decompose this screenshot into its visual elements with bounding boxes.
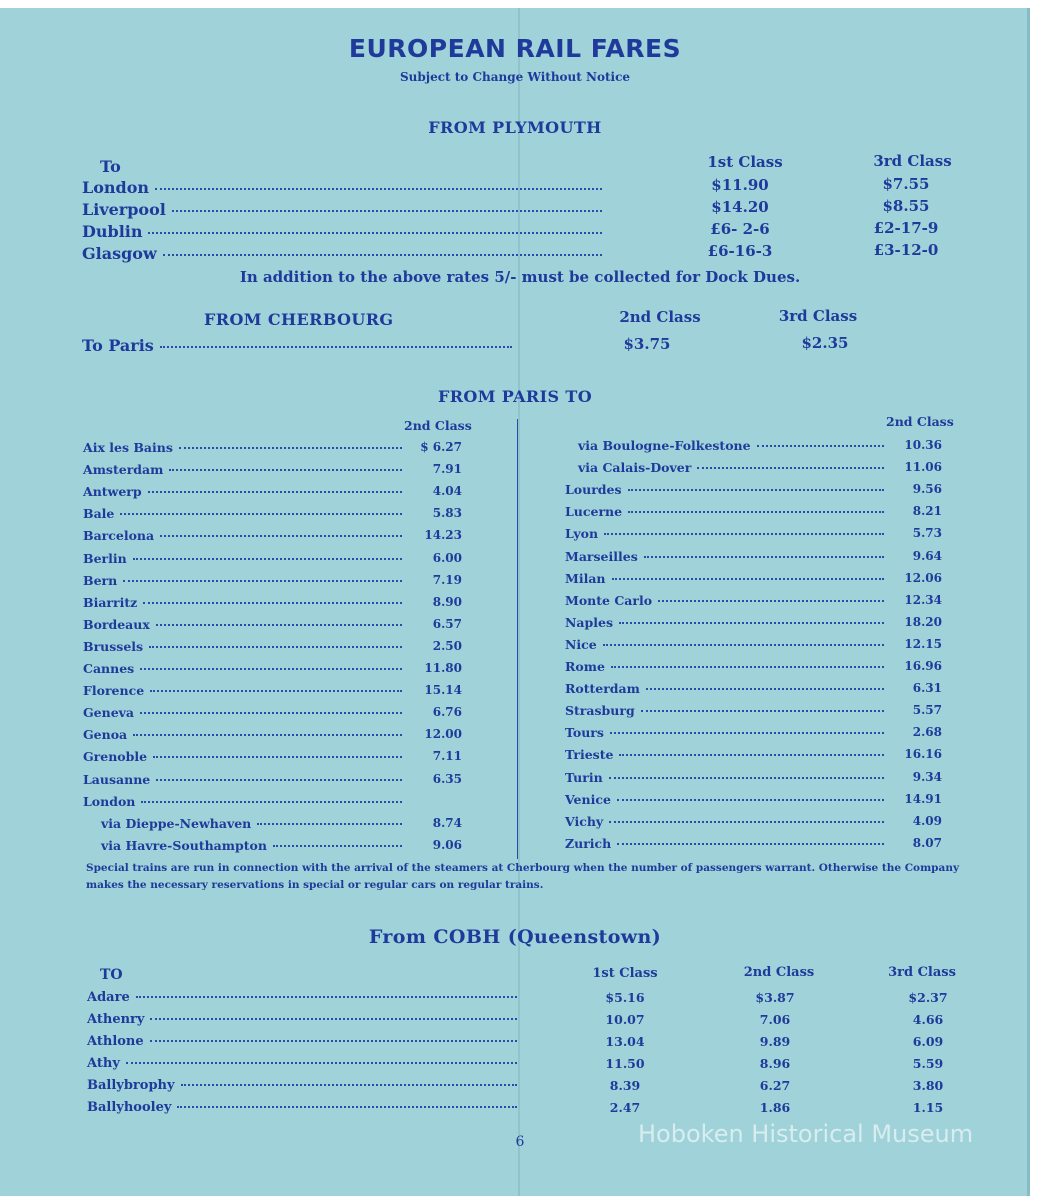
fare-second-class: 7.91: [432, 462, 462, 477]
destination-name: Trieste: [565, 747, 614, 763]
paris-row: [83, 617, 408, 632]
cobh-row: [87, 1100, 523, 1115]
leader-dots: [619, 754, 884, 756]
leader-dots: [160, 535, 402, 537]
destination-name: Adare: [87, 990, 130, 1005]
fare-second-class: 12.06: [904, 570, 942, 585]
destination-name: Ballyhooley: [87, 1100, 172, 1115]
cobh-col-second: 2nd Class: [743, 965, 815, 980]
leader-dots: [641, 710, 884, 712]
fare-second-class: 1.86: [759, 1100, 791, 1115]
destination-name: via Boulogne-Folkestone: [578, 438, 751, 453]
fare-second-class: 16.96: [904, 659, 942, 673]
leader-dots: [156, 779, 402, 781]
fare-first-class: £6- 2-6: [710, 220, 770, 238]
cobh-to-label: TO: [100, 967, 123, 983]
destination-name: via Havre-Southampton: [101, 837, 267, 853]
destination-name: Lourdes: [565, 482, 622, 498]
destination-name: via Calais-Dover: [578, 460, 692, 476]
cherbourg-destination: To Paris: [82, 336, 154, 355]
leader-dots: [156, 624, 402, 626]
fare-second-class: 6.27: [759, 1078, 791, 1093]
paris-row: [83, 639, 408, 654]
leader-dots: [697, 467, 884, 469]
cobh-row: [87, 1056, 523, 1071]
fare-first-class: 2.47: [609, 1100, 641, 1115]
fare-second-class: 6.31: [912, 681, 942, 696]
leader-dots: [603, 644, 884, 646]
destination-name: Bordeaux: [83, 616, 150, 632]
paris-row: [83, 727, 408, 742]
fare-second-class: 2.50: [432, 638, 462, 653]
fare-third-class: 6.09: [912, 1034, 944, 1049]
fare-second-class: 12.15: [904, 636, 942, 651]
fare-second-class: 5.73: [912, 526, 942, 541]
destination-name: Ballybrophy: [87, 1078, 175, 1093]
leader-dots: [617, 799, 884, 801]
paris-col-right: 2nd Class: [886, 414, 954, 429]
destination-name: Glasgow: [82, 244, 157, 263]
cherbourg-row: [82, 336, 518, 355]
fare-third-class: 1.15: [912, 1100, 944, 1115]
fare-second-class: 6.57: [432, 616, 462, 631]
fare-second-class: 14.91: [904, 791, 942, 806]
paris-note: Special trains are run in connection with the arrival of the steamers at Cherbourg when the number of passengers warrant. Otherwise the Company makes the necessary reservations in special or regular cars on regular trains.: [86, 862, 960, 891]
paris-row: [83, 705, 408, 720]
destination-name: Tours: [565, 725, 604, 741]
fare-second-class: 9.56: [912, 482, 942, 497]
paris-row: [565, 836, 890, 851]
plymouth-col-first: 1st Class: [707, 153, 783, 171]
leader-dots: [628, 511, 884, 513]
paris-row: [83, 661, 408, 676]
leader-dots: [150, 1040, 517, 1042]
fare-second-class: 12.34: [904, 592, 942, 607]
paris-row: [565, 659, 890, 674]
leader-dots: [126, 1062, 517, 1064]
paris-row: [565, 681, 890, 696]
paris-row: [83, 794, 408, 809]
destination-name: Monte Carlo: [565, 592, 653, 608]
fare-second-class: 8.96: [759, 1056, 791, 1071]
leader-dots: [757, 445, 884, 447]
fare-second-class: $ 6.27: [420, 440, 462, 454]
leader-dots: [149, 646, 402, 648]
paris-row: [565, 549, 890, 564]
paris-row: [565, 637, 890, 652]
watermark: Hoboken Historical Museum: [638, 1120, 974, 1148]
fare-second-class: 9.34: [912, 769, 942, 784]
fare-second-class: $3.87: [755, 990, 795, 1005]
paris-row: [101, 816, 408, 831]
leader-dots: [150, 1018, 517, 1020]
fare-first-class: $14.20: [711, 198, 769, 216]
cherbourg-col-third: 3rd Class: [778, 307, 858, 325]
destination-name: Berlin: [83, 550, 127, 566]
destination-name: Florence: [83, 683, 145, 699]
cherbourg-fare-second: $3.75: [623, 335, 671, 353]
leader-dots: [609, 777, 884, 779]
fare-second-class: 7.19: [432, 572, 462, 587]
leader-dots: [133, 734, 402, 736]
destination-name: Amsterdam: [83, 462, 164, 478]
fare-second-class: 9.06: [432, 837, 462, 852]
leader-dots: [610, 732, 884, 734]
cherbourg-heading: FROM CHERBOURG: [204, 310, 394, 329]
fare-first-class: 8.39: [609, 1078, 641, 1093]
destination-name: Rotterdam: [565, 681, 640, 697]
destination-name: Brussels: [83, 638, 144, 654]
leader-dots: [153, 756, 402, 758]
destination-name: Lausanne: [83, 771, 151, 787]
paris-row: [565, 814, 890, 829]
fare-second-class: 11.80: [424, 661, 462, 675]
fare-second-class: 14.23: [424, 528, 462, 543]
cobh-row: [87, 1034, 523, 1049]
paris-row: [83, 595, 408, 610]
fare-second-class: 8.07: [912, 835, 942, 850]
paris-row: [565, 593, 890, 608]
fare-second-class: 9.89: [759, 1034, 791, 1049]
fare-third-class: £2-17-9: [873, 219, 939, 237]
fare-third-class: £3-12-0: [873, 241, 939, 259]
leader-dots: [123, 580, 402, 582]
paris-col-left: 2nd Class: [404, 418, 472, 433]
column-divider: [517, 419, 518, 859]
paris-row: [578, 460, 890, 475]
paris-row: [83, 484, 408, 499]
leader-dots: [609, 821, 884, 823]
paris-row: [83, 683, 408, 698]
paris-row: [83, 749, 408, 764]
destination-name: Lucerne: [565, 504, 623, 520]
fare-second-class: 6.00: [432, 550, 462, 565]
fare-second-class: 7.06: [759, 1012, 791, 1027]
leader-dots: [148, 491, 402, 493]
destination-name: London: [83, 793, 136, 809]
destination-name: Cannes: [83, 661, 135, 676]
destination-name: Athlone: [87, 1034, 144, 1049]
fare-second-class: 4.09: [912, 813, 942, 828]
cobh-row: [87, 1012, 523, 1027]
page-title: EUROPEAN RAIL FARES: [348, 34, 682, 63]
destination-name: London: [82, 178, 150, 197]
fare-second-class: 9.64: [912, 548, 942, 563]
leader-dots: [177, 1106, 517, 1108]
leader-dots: [619, 622, 884, 624]
fare-second-class: 5.57: [912, 703, 942, 718]
destination-name: Rome: [565, 659, 605, 674]
destination-name: Barcelona: [83, 528, 155, 544]
paris-row: [83, 772, 408, 787]
paris-row: [565, 725, 890, 740]
leader-dots: [155, 188, 602, 190]
destination-name: Athenry: [87, 1012, 145, 1027]
leader-dots: [611, 666, 884, 668]
destination-name: Biarritz: [83, 594, 138, 610]
fare-first-class: 11.50: [605, 1056, 645, 1071]
paris-row: [565, 504, 890, 519]
cobh-row: [87, 1078, 523, 1093]
plymouth-col-third: 3rd Class: [873, 152, 952, 170]
leader-dots: [617, 843, 884, 845]
leader-dots: [150, 690, 402, 692]
destination-name: Milan: [565, 570, 606, 586]
leader-dots: [172, 210, 602, 212]
paris-row: [565, 770, 890, 785]
fare-first-class: $5.16: [605, 990, 645, 1005]
paris-heading: FROM PARIS TO: [437, 387, 593, 406]
leader-dots: [179, 447, 402, 449]
paris-row: [565, 703, 890, 718]
fare-second-class: 8.74: [432, 815, 462, 830]
fare-third-class: $7.55: [882, 175, 930, 193]
fare-second-class: 5.83: [432, 506, 462, 521]
leader-dots: [257, 823, 402, 825]
fare-second-class: 6.35: [432, 771, 462, 786]
destination-name: Naples: [565, 614, 614, 630]
leader-dots: [658, 600, 884, 602]
leader-dots: [604, 533, 884, 535]
fare-second-class: 10.36: [904, 438, 942, 452]
fare-second-class: 2.68: [912, 725, 942, 740]
fare-third-class: $2.37: [908, 990, 948, 1005]
leader-dots: [646, 688, 884, 690]
destination-name: via Dieppe-Newhaven: [101, 815, 252, 831]
destination-name: Lyon: [565, 526, 599, 542]
paris-row: [83, 551, 408, 566]
destination-name: Liverpool: [82, 200, 166, 219]
leader-dots: [120, 513, 402, 515]
destination-name: Genoa: [83, 727, 128, 743]
plymouth-row: [82, 178, 608, 197]
fare-third-class: 3.80: [912, 1078, 944, 1093]
paris-row: [565, 571, 890, 586]
page-subtitle: Subject to Change Without Notice: [399, 70, 631, 84]
fare-second-class: 8.21: [912, 504, 942, 519]
cherbourg-fare-third: $2.35: [801, 334, 849, 352]
plymouth-row: [82, 244, 608, 263]
fare-second-class: 11.06: [904, 460, 942, 475]
leader-dots: [148, 232, 602, 234]
fare-second-class: 8.90: [432, 594, 462, 609]
leader-dots: [163, 254, 602, 256]
destination-name: Bale: [83, 506, 115, 522]
leader-dots: [140, 712, 402, 714]
fare-first-class: 10.07: [605, 1012, 645, 1027]
paris-row: [83, 573, 408, 588]
destination-name: Bern: [83, 572, 118, 588]
leader-dots: [644, 556, 884, 558]
destination-name: Antwerp: [83, 484, 142, 500]
plymouth-heading: FROM PLYMOUTH: [428, 118, 602, 137]
fare-second-class: 6.76: [432, 705, 462, 720]
paris-row: [83, 440, 408, 455]
paris-row: [565, 482, 890, 497]
paris-row: [565, 526, 890, 541]
paris-row: [565, 792, 890, 807]
plymouth-note: In addition to the above rates 5/- must be collected for Dock Dues.: [239, 268, 801, 286]
leader-dots: [141, 801, 402, 803]
destination-name: Turin: [565, 769, 603, 785]
paris-row: [565, 747, 890, 762]
cobh-row: [87, 990, 523, 1005]
leader-dots: [143, 602, 402, 604]
destination-name: Dublin: [82, 222, 143, 241]
cobh-heading: From COBH (Queenstown): [368, 926, 662, 948]
leader-dots: [181, 1084, 517, 1086]
cobh-col-third: 3rd Class: [888, 965, 956, 980]
paris-row: [101, 838, 408, 853]
destination-name: Aix les Bains: [83, 440, 173, 455]
brochure-page: [0, 8, 1030, 1196]
paris-row: [83, 506, 408, 521]
plymouth-row: [82, 222, 608, 241]
plymouth-to-label: To: [100, 157, 121, 176]
leader-dots: [136, 996, 517, 998]
destination-name: Geneva: [83, 705, 135, 721]
fare-third-class: $8.55: [882, 197, 930, 215]
destination-name: Athy: [87, 1056, 120, 1071]
destination-name: Strasburg: [565, 703, 635, 719]
cobh-col-first: 1st Class: [592, 966, 658, 981]
destination-name: Marseilles: [565, 548, 638, 564]
leader-dots: [140, 668, 402, 670]
destination-name: Zurich: [565, 835, 612, 851]
leader-dots: [273, 845, 402, 847]
leader-dots: [133, 558, 402, 560]
paris-row: [83, 462, 408, 477]
cherbourg-col-second: 2nd Class: [619, 308, 701, 326]
fare-second-class: 12.00: [424, 727, 462, 742]
plymouth-row: [82, 200, 608, 219]
fare-first-class: $11.90: [711, 176, 769, 194]
fare-second-class: 4.04: [432, 484, 462, 499]
fare-first-class: £6-16-3: [707, 242, 773, 260]
fare-third-class: 4.66: [912, 1012, 944, 1027]
fare-second-class: 16.16: [904, 747, 942, 762]
destination-name: Venice: [565, 791, 611, 807]
destination-name: Vichy: [565, 813, 604, 829]
destination-name: Nice: [565, 636, 597, 652]
leader-dots: [160, 346, 512, 348]
paris-row: [578, 438, 890, 453]
paris-row: [83, 528, 408, 543]
fare-first-class: 13.04: [605, 1034, 645, 1049]
leader-dots: [628, 489, 884, 491]
leader-dots: [612, 578, 884, 580]
fare-third-class: 5.59: [912, 1056, 944, 1071]
fare-second-class: 18.20: [904, 614, 942, 629]
paris-row: [565, 615, 890, 630]
destination-name: Grenoble: [83, 749, 148, 765]
fare-second-class: 15.14: [424, 683, 462, 698]
fare-second-class: 7.11: [432, 749, 462, 764]
page-number: 6: [515, 1134, 525, 1150]
leader-dots: [169, 469, 402, 471]
